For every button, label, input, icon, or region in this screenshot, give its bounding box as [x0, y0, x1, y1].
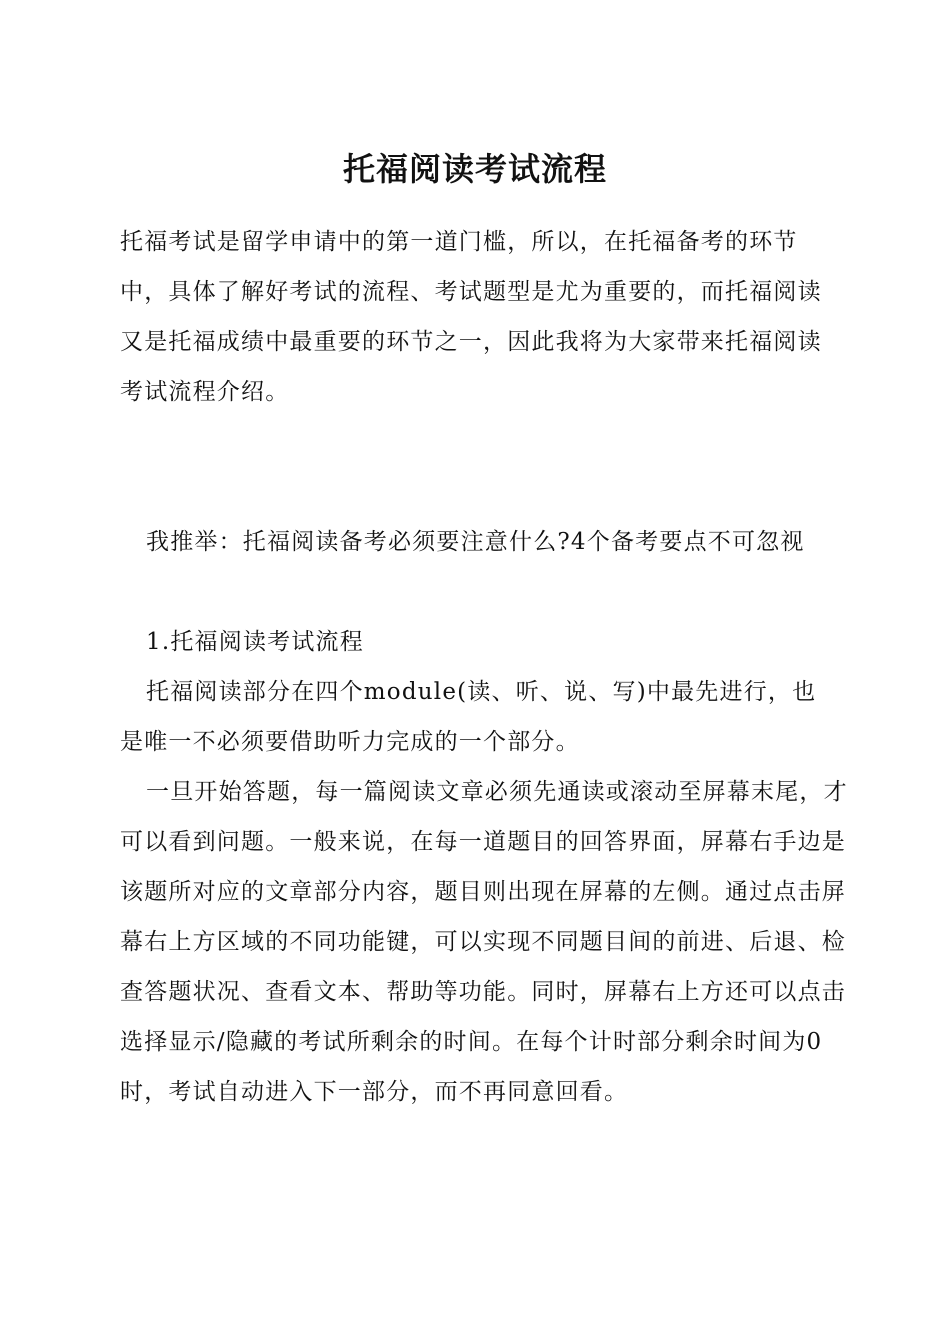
section-heading: 1.托福阅读考试流程 [146, 629, 364, 655]
intro-paragraph: 托福考试是留学申请中的第一道门槛，所以，在托福备考的环节中，具体了解好考试的流程、考试题型是尤为重要的，而托福阅读又是托福成绩中最重要的环节之一，因此我将为大家带来托福阅读考试流程介绍。 [120, 229, 822, 405]
recommendation-paragraph: 我推举：托福阅读备考必须要注意什么?4个备考要点不可忽视 [146, 529, 805, 555]
body-paragraph-module: 托福阅读部分在四个module(读、听、说、写)中最先进行，也是唯一不必须要借助听力完成的一个部分。 [120, 679, 817, 755]
body-paragraph-process: 一旦开始答题，每一篇阅读文章必须先通读或滚动至屏幕末尾，才可以看到问题。一般来说，在每一道题目的回答界面，屏幕右手边是该题所对应的文章部分内容，题目则出现在屏幕的左侧。通过点击屏幕右上方区域的不同功能键，可以实现不同题目间的前进、后退、检查答题状况、查看文本、帮助等功能。同时，屏幕右上方还可以点击选择显示/隐藏的考试所剩余的时间。在每个计时部分剩余时间为0时，考试自动进入下一部分，而不再同意回看。 [120, 779, 848, 1105]
document-title: 托福阅读考试流程 [342, 150, 607, 188]
